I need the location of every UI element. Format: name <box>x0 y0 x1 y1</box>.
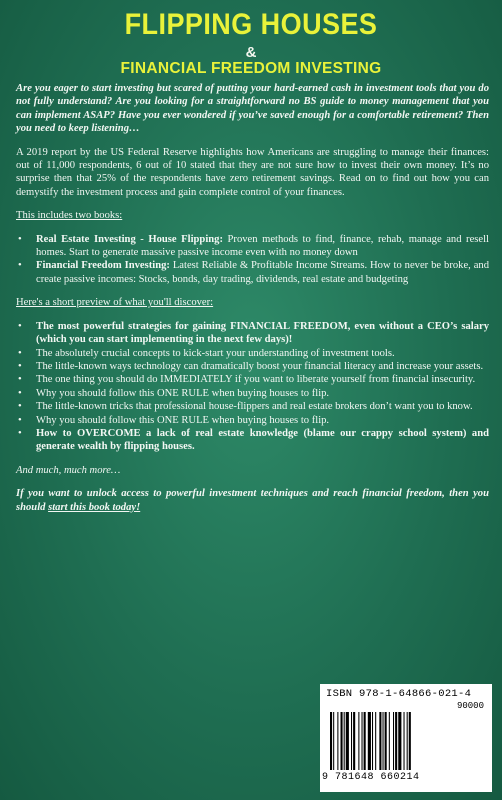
preview-text: Why you should follow this ONE RULE when buying houses to flip. <box>36 414 330 426</box>
barcode-bar <box>372 712 373 770</box>
intro-paragraph: Are you eager to start investing but scared of putting your hard-earned cash in investment tools that you do not fully understand? Are you looking for a straightforward no BS guide to money management that you can implement ASAP? Have you ever wondered if you’ve saved enough for a comfortable retirement? Then you need to keep listening… <box>16 83 489 135</box>
barcode-bar <box>351 712 352 770</box>
preview-heading: Here's a short preview of what you'll discover: <box>16 297 214 309</box>
barcode-bar <box>330 712 332 770</box>
bullet-icon: • <box>18 233 22 245</box>
barcode-bar <box>407 712 408 770</box>
barcode-bar <box>346 712 349 770</box>
book-title: Financial Freedom Investing: <box>36 260 170 272</box>
preview-list <box>16 320 489 454</box>
barcode-bar <box>379 712 381 770</box>
preview-text: The little-known ways technology can dramatically boost your financial literacy and increase your assets. <box>36 360 484 372</box>
preview-text: The most powerful strategies for gaining FINANCIAL FREEDOM, even without a CEO’s salary (which you can start implementing in the next few days)! <box>36 320 489 346</box>
barcode-bar <box>389 712 390 770</box>
list-item <box>18 259 489 286</box>
bullet-icon: • <box>18 347 22 359</box>
ampersand: & <box>245 44 257 61</box>
barcode-bar <box>404 712 405 770</box>
barcode-bar <box>409 712 411 770</box>
barcode-bar <box>341 712 343 770</box>
cover-title: FLIPPING HOUSES <box>124 8 378 41</box>
price-addon: 90000 <box>456 701 484 711</box>
preview-text: The one thing you should do IMMEDIATELY if you want to liberate yourself from financial insecurity. <box>36 374 476 386</box>
barcode-bar <box>385 712 387 770</box>
cover-subtitle: FINANCIAL FREEDOM INVESTING <box>120 60 382 77</box>
closing-paragraph <box>16 487 489 514</box>
barcode-box <box>320 684 492 792</box>
barcode-bar <box>337 712 338 770</box>
bullet-icon: • <box>18 414 22 426</box>
preview-text: The absolutely crucial concepts to kick-start your understanding of investment tools. <box>36 347 395 359</box>
barcode-bar <box>353 712 355 770</box>
book-desc: Proven methods to find, finance, rehab, manage and resell homes. Start to generate massive passive income even with no money down <box>36 233 489 259</box>
books-heading: This includes two books: <box>16 210 123 222</box>
preview-text: Why you should follow this ONE RULE when buying houses to flip. <box>36 387 330 399</box>
barcode-digits: 9 781648 660214 <box>322 772 420 783</box>
preview-text: How to OVERCOME a lack of real estate knowledge (blame our crappy school system) and generate wealth by flipping houses. <box>36 427 489 453</box>
barcode-bar <box>383 712 384 770</box>
barcode-bar <box>358 712 359 770</box>
list-item <box>18 320 489 347</box>
list-item <box>18 360 489 373</box>
barcode-bar <box>398 712 401 770</box>
list-item <box>18 400 489 413</box>
bullet-icon: • <box>18 387 22 399</box>
bullet-icon: • <box>18 374 22 386</box>
list-item <box>18 414 489 427</box>
bullet-icon: • <box>18 427 22 439</box>
closing-text: If you want to unlock access to powerful investment techniques and reach financial freedom, then you should <box>16 488 489 513</box>
list-item <box>18 387 489 400</box>
bullet-icon: • <box>18 401 22 413</box>
more-text: And much, much more… <box>16 464 121 476</box>
bullet-icon: • <box>18 360 22 372</box>
books-list <box>16 233 489 287</box>
barcode-bar <box>375 712 376 770</box>
barcode-bar <box>344 712 345 770</box>
book-desc: Latest Reliable & Profitable Income Streams. How to never be broke, and create passive incomes: Stocks, bonds, day trading, dividends, real estate and budgeting <box>36 260 489 285</box>
report-paragraph: A 2019 report by the US Federal Reserve highlights how Americans are struggling to manage their finances: out of 11,000 respondents, 6 out of 10 stated that they are not sure how to invest their own money. It’s no surprise then that 25% of the respondents have zero retirement savings. Read on to find out how you can demystify the investment process and gain complete control of your finances. <box>16 146 489 198</box>
closing-link: start this book today! <box>48 501 141 513</box>
list-item <box>18 347 489 360</box>
list-item <box>18 427 489 454</box>
barcode-bar <box>333 712 334 770</box>
bullet-icon: • <box>18 260 22 272</box>
preview-text: The little-known tricks that professional house-flippers and real estate brokers don’t want you to know. <box>36 401 473 413</box>
barcode-bar <box>364 712 366 770</box>
barcode-bar <box>395 712 397 770</box>
list-item <box>18 233 489 260</box>
blurb <box>16 82 489 524</box>
bullet-icon: • <box>18 320 22 332</box>
list-item <box>18 373 489 386</box>
barcode-icon <box>330 712 482 770</box>
isbn-label: ISBN 978-1-64866-021-4 <box>326 688 472 700</box>
barcode-bar <box>362 712 363 770</box>
book-title: Real Estate Investing - House Flipping: <box>36 233 223 245</box>
barcode-bar <box>368 712 371 770</box>
barcode-bar <box>393 712 394 770</box>
